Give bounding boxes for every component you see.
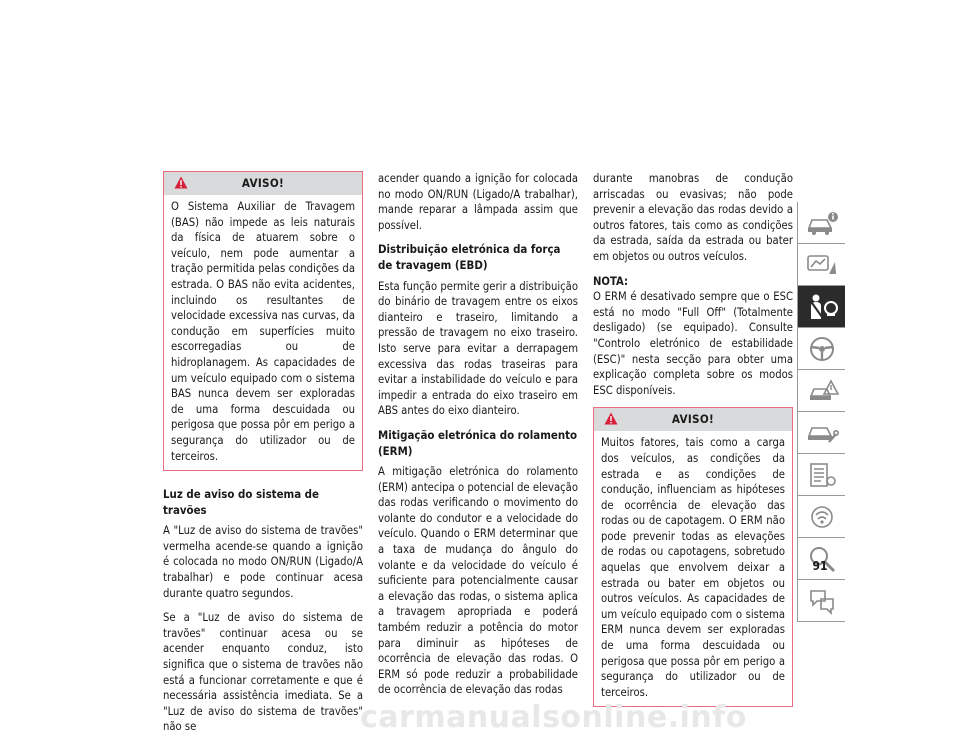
warning-header [164,172,362,195]
warning-text: Muitos fatores, tais como a carga dos veículos, as condições da estrada e as condições de condução, influenciam as hipóteses de ocorrência de elevação das rodas ou de capotagem. O ERM não pode prevenir todas as elevações de rodas ou capotagens, sobretudo aquelas que envolvem deixar a estrada ou bater em objetos ou outros veículos. As capacidades de um veículo equipado com o sistema ERM nunca devem ser exploradas de uma forma descuidada ou perigosa que possa pôr em perigo a segurança do utilizador ou de terceiros. [601,436,785,699]
tab-starting-driving[interactable] [797,328,845,370]
note-text: O ERM é desativado sempre que o ESC está no modo "Full Off" (Totalmente desligado) (se equipado). Consulte "Controlo eletrónico de estabilidade (ESC)" nesta secção para obter uma explicação completa sobre os modos ESC disponíveis. [593,290,793,397]
car-service-icon [805,420,839,446]
paragraph: A "Luz de aviso do sistema de travões" vermelha acende-se quando a ignição é colocada no modo ON/RUN (Ligado/A trabalhar) e pode continuar acesa durante quatro segundos. [163,524,363,600]
tab-dashboard-lights[interactable] [797,244,845,286]
column-left [163,171,363,742]
section-heading-ebd: Distribuição eletrónica da força de travagem (EBD) [378,242,561,272]
tab-car-info[interactable] [797,202,845,244]
paragraph: acender quando a ignição for colocada no modo ON/RUN (Ligado/A trabalhar), mande reparar a lâmpada assim que possível. [378,172,578,232]
warning-triangle-icon [604,412,618,425]
column-right [593,171,793,707]
paragraph: durante manobras de condução arriscadas ou evasivas; não pode prevenir a elevação das rodas devido a outros fatores, tais como as condições da estrada, saída da estrada ou bater em objetos ou outros veículos. [593,172,793,263]
tab-safety[interactable] [797,286,845,328]
multimedia-icon [805,503,839,531]
dashboard-lights-icon [805,252,839,278]
steering-wheel-icon [807,335,837,363]
languages-icon [805,587,839,615]
paragraph: Se a "Luz de aviso do sistema de travões" continuar acesa ou se acender enquanto conduz, isto significa que o sistema de travões não está a funcionar corretamente e que é necessária assistência imediata. Se a "Luz de aviso do sistema de travões" não se [163,611,363,734]
warning-title: AVISO! [671,412,715,427]
tab-multimedia[interactable] [797,496,845,538]
car-hazard-icon [805,378,839,404]
maintenance-list-icon [805,461,839,489]
warning-title: AVISO! [241,176,285,190]
section-heading-brake-light: Luz de aviso do sistema de travões [163,487,319,517]
tab-servicing[interactable] [797,412,845,454]
warning-box-bas [163,171,363,471]
seatbelt-airbag-icon [805,293,839,321]
car-info-icon [805,210,839,236]
note-label: NOTA: [593,274,628,288]
column-middle [378,171,578,707]
tab-emergency[interactable] [797,370,845,412]
warning-box-erm [593,407,793,707]
tab-technical-specs[interactable] [797,454,845,496]
page-number: 91 [812,559,828,573]
warning-header [594,408,792,431]
paragraph: A mitigação eletrónica do rolamento (ERM) antecipa o potencial de elevação das rodas verificando o movimento do volante do condutor e a velocidade do veículo. Quando o ERM determinar que a taxa de mudança do ângulo do volante e da velocidade do veículo é suficiente para potencialmente causar a elevação das rodas, o sistema aplica a travagem apropriada e poderá também reduzir a potência do motor para diminuir as hipóteses de ocorrência de elevação das rodas. O ERM só pode reduzir a probabilidade de ocorrência de elevação das rodas [378,465,578,697]
tab-languages[interactable] [797,580,845,622]
section-heading-erm: Mitigação eletrónica do rolamento (ERM) [378,427,578,458]
watermark: carmanualsonline.info [360,700,747,735]
warning-triangle-icon [174,176,188,189]
warning-text: O Sistema Auxiliar de Travagem (BAS) não impede as leis naturais da física de atuarem sobre o veículo, nem pode aumentar a tração permitida pelas condições da estrada. O BAS não evita acidentes, incluindo os resultantes de velocidade excessiva nas curvas, da condução em superfícies muito escorregadias ou de hidroplanagem. As capacidades de um veículo equipado com o sistema BAS nunca devem ser exploradas de uma forma descuidada ou perigosa que possa pôr em perigo a segurança do utilizador ou de terceiros. [171,200,355,463]
paragraph: Esta função permite gerir a distribuição do binário de travagem entre os eixos dianteiro e traseiro, limitando a pressão de travagem no eixo traseiro. Isto serve para evitar a derrapagem excessiva das rodas traseiras para evitar a instabilidade do veículo e para impedir a entrada do eixo traseiro em ABS antes do eixo dianteiro. [378,279,578,418]
